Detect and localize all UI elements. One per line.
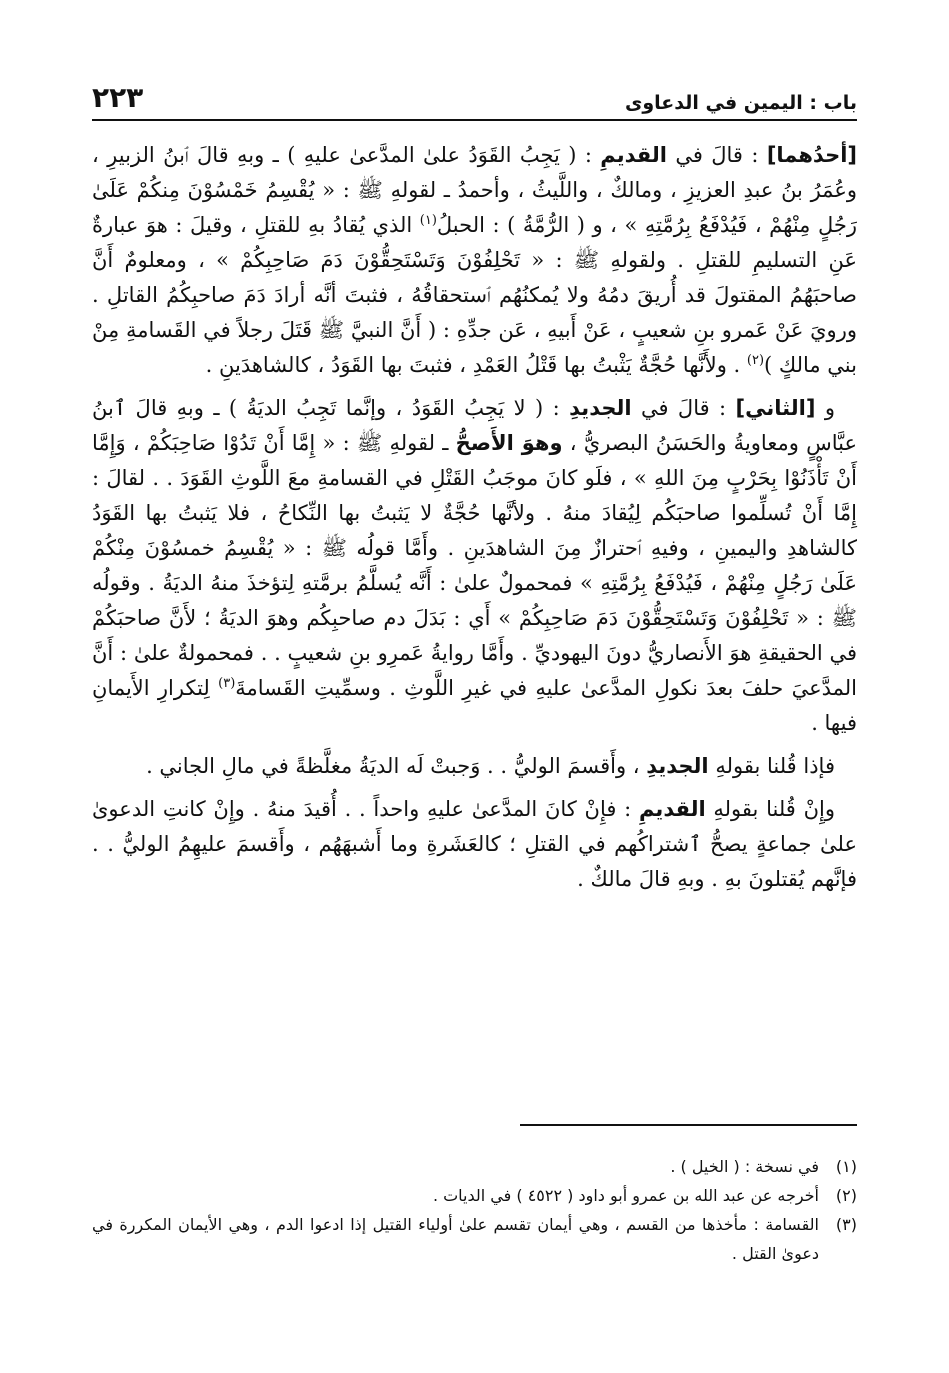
keyword-most-correct: وهوَ الأَصحُّ (455, 431, 563, 455)
keyword-old-opinion: القديمِ (600, 143, 667, 167)
text-span: : فإِنْ كانَ المدَّعىٰ عليهِ واحداً . . أُقيدَ منهُ . وإِنْ كانتِ الدعوىٰ علىٰ جماعةٍ يصحُّ ٱشتراكُهم في القتلِ ؛ كالعَشَرةِ وما أَشبهَهُم ، وأَقسمَ عليهِمُ الوليُّ . . فإنَّهم يُقتلونَ بهِ . وبهِ قالَ مالكٌ . (92, 797, 857, 891)
footnote-ref-1: (١) (419, 213, 437, 228)
text-span: الذي يُقادُ بهِ للقتلِ ، وقيلَ : هوَ عبارةٌ عَنِ التسليمِ للقتلِ . ولقولهِ ﷺ : « تَحْلِفُوْنَ وَتَسْتَحِقُّوْنَ دَمَ صَاحِبِكُمْ » ، ومعلومٌ أَنَّ صاحبَهُمُ المقتولَ قد أُريقَ دمُهُ ولا يُمكنُهُم ٱستحقاقُهُ ، فثبتَ أنَّه أرادَ دَمَ صاحبِكُمُ القاتلِ . ورويَ عَنْ عَمرو بنِ شعيبٍ ، عَنْ أَبيهِ ، عَن جدِّهِ : ( أَنَّ النبيَّ ﷺ قَتَلَ رجلاً في القَسامةِ مِنْ بني مالكٍ ) (92, 213, 857, 377)
text-span: : قالَ في (631, 396, 736, 420)
section-label-first: [أحدُهما] (766, 143, 857, 167)
section-label-second: [الثاني] (735, 396, 816, 420)
footnote (92, 1210, 857, 1268)
running-title: باب : اليمين في الدعاوى (624, 92, 857, 114)
footnotes (92, 1152, 857, 1268)
text-span: . ولأَنَّها حُجَّةٌ يَثْبتُ بها قَتْلُ العَمْدِ ، فثبتَ بها القَوَدُ ، كالشاهدَينِ . (205, 353, 747, 377)
footnote (92, 1181, 857, 1210)
text-span: لِتكرارِ الأَيمانِ فيها . (92, 676, 857, 735)
footnote-text: في نسخة : ( الخيل ) . (670, 1157, 819, 1176)
paragraph-old-ruling (92, 792, 857, 897)
paragraph-first-opinion (92, 138, 857, 383)
page-number: ٢٢٣ (92, 81, 144, 114)
footnote-text: القسامة : مأخذها من القسم ، وهي أيمان تقسم علىٰ أولياء القتيل إذا ادعوا الدم ، وهي الأيمان المكررة في دعوىٰ القتل . (92, 1215, 819, 1263)
text-span: : ( يَجِبُ القَوَدُ علىٰ المدَّعىٰ عليهِ ) ـ وبهِ قالَ ٱبنُ الزبيرِ ، وعُمَرُ بنُ عبدِ العزيزِ ، ومالكٌ ، واللَّيثُ ، وأحمدُ ـ لقولهِ ﷺ : « يُقْسِمُ خَمْسُوْنَ مِنكُمْ عَلَىٰ رَجُلٍ مِنْهُمْ ، فَيُدْفَعُ بِرُمَّتِهِ » ، و ( الرُّمَّةُ ) : الحبلُ (92, 143, 857, 237)
footnote-text: أخرجه عن عبد الله بن عمرو أبو داود ( ٤٥٢٢ ) في الديات . (432, 1186, 819, 1205)
text-span: : ( لا يَجِبُ القَوَدُ ، وإنَّما تَجِبُ الديَةُ ) ـ وبهِ قالَ ٱبنُ عبَّاسٍ ومعاويةُ والحَسَنُ البصريُّ ، (92, 396, 857, 455)
footnote-number: (٢) (835, 1186, 857, 1205)
footnote-number: (١) (835, 1157, 857, 1176)
main-text (92, 138, 857, 905)
text-span: و (815, 396, 835, 420)
keyword-old-opinion: القديمِ (638, 797, 706, 821)
footnote (92, 1152, 857, 1181)
text-span: وإِنْ قُلنا بقولهِ (705, 797, 835, 821)
keyword-new-opinion: الجديدِ (646, 754, 709, 778)
page-header (92, 74, 857, 114)
footnote-separator (520, 1124, 857, 1126)
paragraph-new-ruling (92, 749, 857, 784)
text-span: : قالَ في (666, 143, 767, 167)
footnote-number: (٣) (835, 1215, 857, 1234)
text-span: ، وأَقسمَ الوليُّ . . وَجبتْ لَه الديَةُ مغلَّظةً في مالِ الجاني . (146, 754, 647, 778)
footnote-ref-3: (٣) (218, 676, 236, 691)
header-rule (92, 119, 857, 121)
paragraph-second-opinion (92, 391, 857, 741)
text-span: فإذا قُلنا بقولهِ (708, 754, 835, 778)
text-span: ـ لقولهِ ﷺ : « إِمَّا أَنْ تَدُوْا صَاحِبَكُمْ ، وَإِمَّا أَنْ تَأْذَنُوْا بِحَرْبٍ مِنَ اللهِ » ، فلَو كانَ موجَبُ القَتْلِ في القسامةِ معَ اللَّوثِ القَوَدَ . . لقالَ : إِمَّا أَنْ تُسلِّموا صاحبَكُم لِيُقادَ منهُ . ولأنَّها حُجَّةٌ لا يَثبتُ بها النِّكاحُ ، فلا يَثبتُ بها القَوَدُ كالشاهدِ واليمينِ ، وفيهِ ٱحترازٌ مِنَ الشاهدَينِ . وأَمَّا قولُه ﷺ : « يُقْسِمُ خمسُوْنَ مِنْكُمْ عَلَىٰ رَجُلٍ مِنْهُمْ ، فَيُدْفَعُ بِرُمَّتِهِ » فمحمولٌ علىٰ : أَنَّه يُسلَّمُ برمَّتهِ لِتؤخذَ منهُ الديَةُ . وقولُه ﷺ : « تَحْلِفُوْنَ وَتَسْتَحِقُّوْنَ دَمَ صَاحِبِكُمْ » أَي : بَدَلَ دم صاحبِكُم وهوَ الديَةُ ؛ لأَنَّ صاحبَكُمْ في الحقيقةِ هوَ الأَنصاريُّ دونَ اليهوديِّ . وأَمَّا روايةُ عَمرِو بنِ شعيبٍ . . فمحمولةٌ علىٰ : أَنَّ المدَّعيَ حلفَ بعدَ نكولِ المدَّعىٰ عليهِ في غيرِ اللَّوثِ . وسمِّيتِ القَسامةَ (92, 431, 857, 700)
keyword-new-opinion: الجديدِ (569, 396, 632, 420)
footnote-ref-2: (٢) (746, 353, 765, 368)
